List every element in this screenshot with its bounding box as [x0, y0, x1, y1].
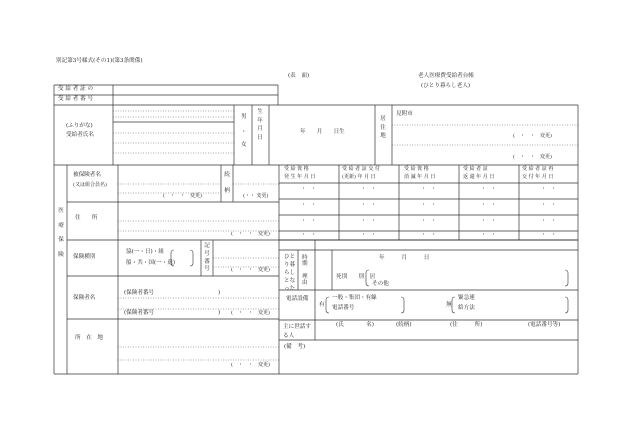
insured-address-change: ( ・ ・ 変更)	[231, 231, 270, 237]
date-cell: ・ ・	[541, 232, 557, 238]
insured-change: ( ・ ・ 変更)	[163, 193, 202, 199]
furigana-label: (ふりがな)	[66, 123, 93, 129]
reason-values: 死別 別 居	[336, 274, 376, 280]
phone-has-options-1: 一般・集団・有線	[332, 295, 377, 301]
sex-female: 女	[241, 142, 247, 148]
relation-change: (・・ 変更)	[243, 193, 269, 199]
relation-label: 続柄	[224, 172, 230, 194]
cert-number-label: 受 給 者 証 の	[58, 86, 94, 92]
insurer-location-label: 所 在 地	[75, 335, 103, 341]
form-subtitle: (ひとり暮らし老人)	[421, 83, 471, 89]
insured-address-label: 住 所	[75, 215, 98, 221]
date-cell: ・ ・	[301, 218, 317, 224]
date-cell: ・ ・	[361, 232, 377, 238]
period-label: 時期	[302, 255, 308, 267]
form-title: 老人医療費受給者台帳	[418, 73, 474, 79]
insurer-change: ( ・ ・ 変更)	[231, 310, 270, 316]
insurance-type-options-2: 船・共・国(一・退)	[126, 260, 176, 266]
caretaker-phone: (電話番号等)	[528, 322, 561, 328]
col-header-2a: 受 給 者 証 交 付	[342, 166, 380, 172]
insurer-number-1: (保険者番号	[124, 290, 155, 296]
col-header-4a: 受 給 者 証	[463, 166, 488, 172]
phone-label: 電話設備	[286, 296, 309, 302]
date-cell: ・ ・	[481, 232, 497, 238]
insurer-location-change: ( ・ ・ 変更)	[231, 362, 270, 368]
date-cell: ・ ・	[421, 202, 437, 208]
recipient-name-label: 受給者氏名	[66, 132, 94, 138]
caretaker-relation: (続柄)	[396, 322, 412, 328]
phone-has-options-2: 電話番号	[332, 305, 355, 311]
insurer-number-1-close: )	[218, 290, 221, 296]
address-change-2: ( ・ ・ 変更)	[513, 154, 552, 160]
remarks-label: (備 考)	[284, 344, 306, 350]
date-cell: ・ ・	[541, 202, 557, 208]
col-header-4b: 返 還 年 月 日	[463, 174, 495, 180]
phone-has: 有	[319, 302, 325, 308]
col-header-3b: 消 滅 年 月 日	[404, 174, 436, 180]
insurer-number-2-close: )	[218, 310, 221, 316]
insurer-name-label: 保険者名	[73, 295, 96, 301]
sex-dot: ・	[241, 129, 247, 135]
address-label: 居住地	[380, 116, 386, 140]
phone-none-options-2: 絡方法	[458, 305, 475, 311]
caretaker-label: 主に世話する人	[283, 324, 311, 339]
caretaker-address: (住 所)	[450, 322, 483, 328]
date-cell: ・ ・	[481, 218, 497, 224]
symbol-number-label: 記号番号	[204, 243, 210, 273]
phone-none-options-1: 緊急連	[458, 295, 475, 301]
date-cell: ・ ・	[421, 186, 437, 192]
reason-other: その他	[372, 281, 389, 287]
phone-none: 無	[446, 302, 452, 308]
col-header-3a: 受 給 資 格	[404, 166, 429, 172]
date-cell: ・ ・	[541, 218, 557, 224]
date-cell: ・ ・	[361, 186, 377, 192]
col-header-1b: 発 生 年 月 日	[284, 174, 316, 180]
reason-label: 理由	[302, 274, 308, 286]
col-header-1a: 受 給 資 格	[284, 166, 309, 172]
address-change-1: ( ・ ・ 変更)	[513, 133, 552, 139]
symbol-change: ( ・ ・ 変更)	[231, 267, 270, 273]
side-label: (表 面)	[288, 73, 310, 79]
caretaker-name: (氏 名)	[336, 322, 374, 328]
insurer-number-2: (保険者番号	[124, 310, 155, 316]
insurance-type-options-1: 協(一・日)・組	[126, 249, 164, 255]
birth-label: 生年月日	[257, 109, 263, 141]
date-cell: ・ ・	[361, 218, 377, 224]
date-cell: ・ ・	[481, 202, 497, 208]
col-header-5a: 受 給 者 証 再	[522, 166, 554, 172]
medical-insurance-label: 医療保険	[58, 208, 64, 258]
period-value: 年 月 日	[379, 255, 430, 261]
insured-name-sub: (又は組合員名)	[73, 182, 107, 188]
date-cell: ・ ・	[541, 186, 557, 192]
col-header-2b: (更新) 年 月 日	[342, 174, 376, 180]
insurance-type-label: 保険種別	[73, 254, 96, 260]
sex-male: 男	[241, 114, 247, 120]
cert-number-label-2: 受 給 者 番 号	[58, 96, 94, 102]
col-header-5b: 交 付 年 月 日	[522, 174, 554, 180]
date-cell: ・ ・	[301, 202, 317, 208]
date-cell: ・ ・	[421, 218, 437, 224]
date-cell: ・ ・	[361, 202, 377, 208]
date-cell: ・ ・	[481, 186, 497, 192]
address-city: 見附市	[396, 111, 413, 117]
birth-value: 年 月 日生	[300, 129, 345, 135]
date-cell: ・ ・	[421, 232, 437, 238]
insured-name-label: 被保険者名	[73, 172, 101, 178]
living-alone-label: ひとり暮らしとなった	[284, 254, 296, 293]
form-reference: 別記第3号様式(その1)(第3条関係)	[56, 58, 143, 64]
date-cell: ・ ・	[301, 186, 317, 192]
date-cell: ・ ・	[301, 232, 317, 238]
